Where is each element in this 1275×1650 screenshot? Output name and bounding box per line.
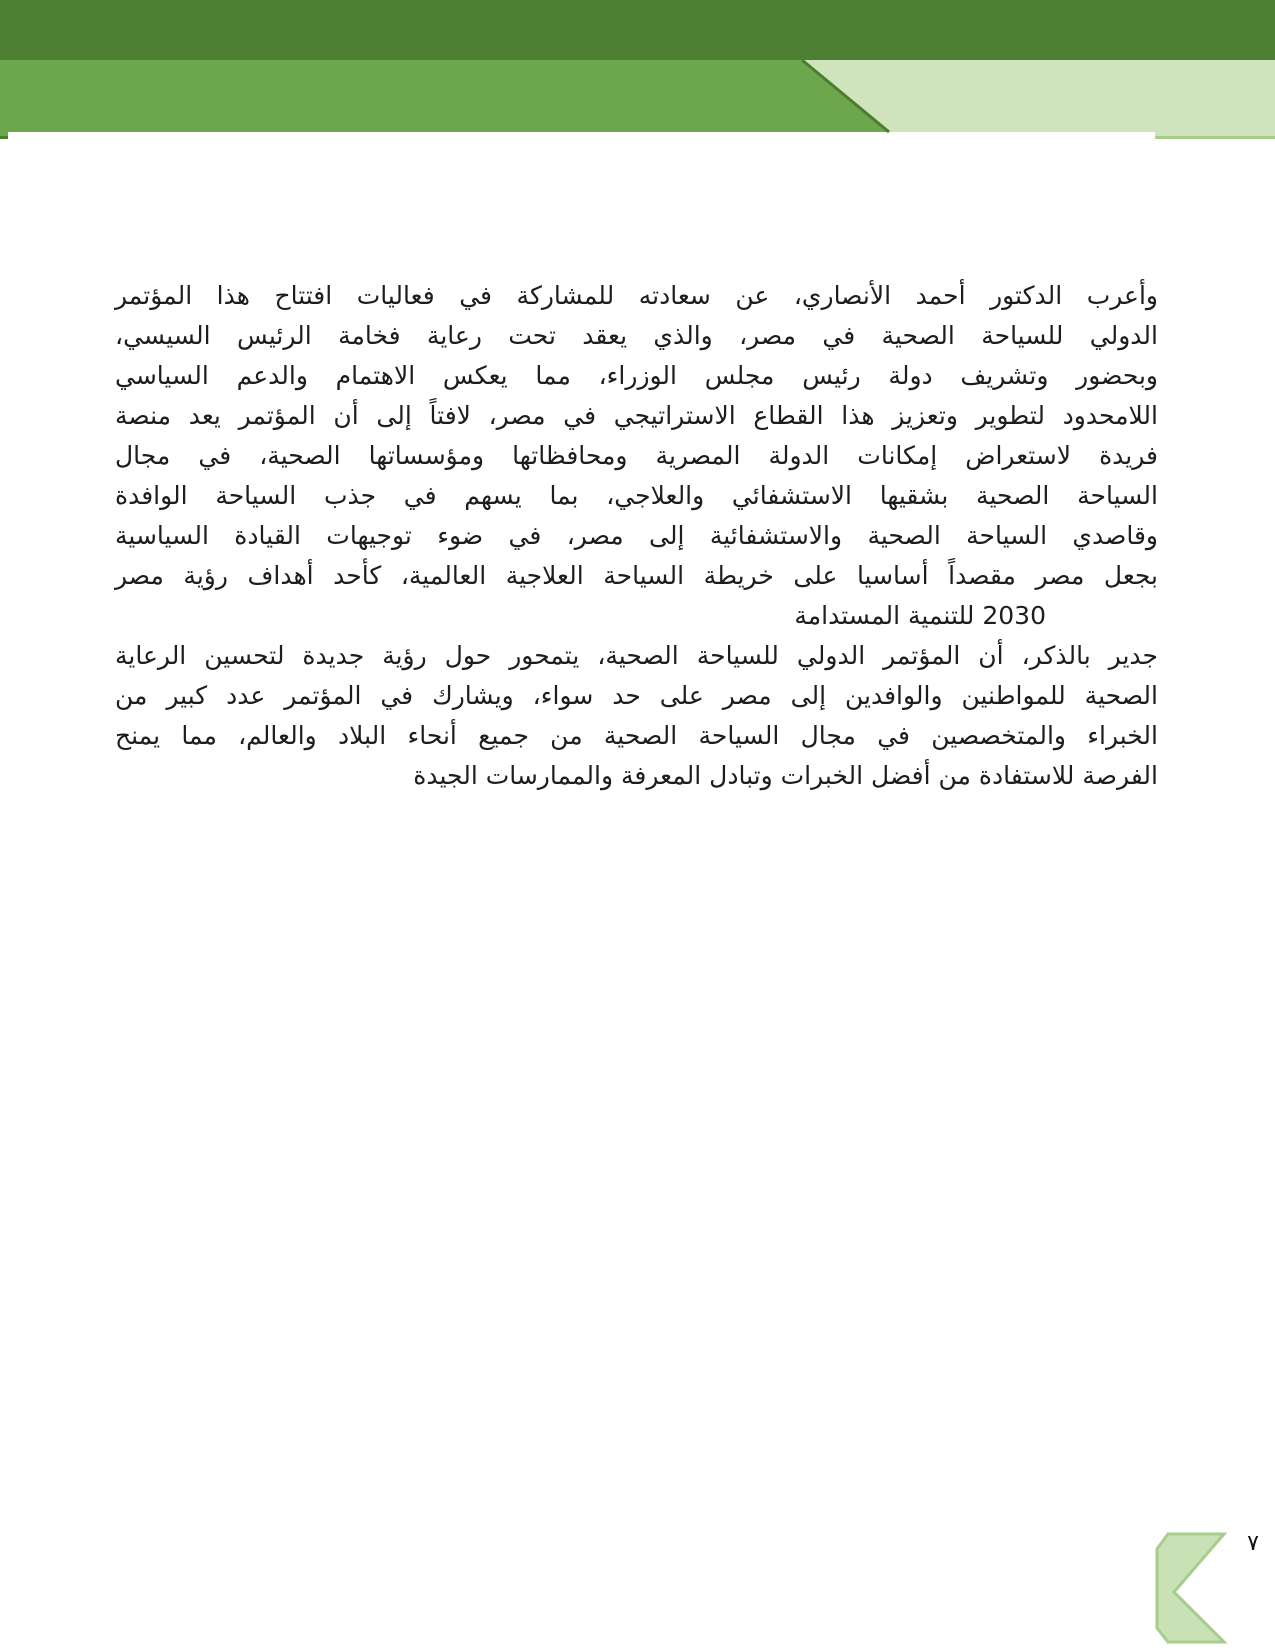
header-band-medium (0, 60, 888, 132)
text-line: جدير بالذكر، أن المؤتمر الدولي للسياحة الصحية، يتمحور حول رؤية جديدة لتحسين الرعاية (115, 641, 1158, 670)
text-line: اللامحدود لتطوير وتعزيز هذا القطاع الاستراتيجي في مصر، لافتاً إلى أن المؤتمر يعد منصة (115, 401, 1158, 430)
chevron-left-shape (1157, 1534, 1224, 1642)
header-left-sliver-edge (0, 136, 8, 139)
text-line: وأعرب الدكتور أحمد الأنصاري، عن سعادته للمشاركة في فعاليات افتتاح هذا المؤتمر (115, 281, 1158, 310)
page-number: ٧ (1247, 1531, 1259, 1556)
text-line: بجعل مصر مقصداً أساسيا على خريطة السياحة العلاجية العالمية، كأحد أهداف رؤية مصر (115, 561, 1158, 590)
text-line: فريدة لاستعراض إمكانات الدولة المصرية ومحافظاتها ومؤسساتها الصحية، في مجال (115, 441, 1158, 470)
text-line: السياحة الصحية بشقيها الاستشفائي والعلاجي، بما يسهم في جذب السياحة الوافدة (115, 481, 1158, 510)
header-band-dark (0, 0, 1275, 60)
text-line: وقاصدي السياحة الصحية والاستشفائية إلى مصر، في ضوء توجيهات القيادة السياسية (115, 521, 1158, 550)
text-line: الصحية للمواطنين والوافدين إلى مصر على حد سواء، ويشارك في المؤتمر عدد كبير من (115, 681, 1158, 710)
header-right-sliver-edge (1155, 136, 1275, 139)
text-line: الخبراء والمتخصصين في مجال السياحة الصحية من جميع أنحاء البلاد والعالم، مما يمنح (115, 721, 1158, 750)
text-line: الفرصة للاستفادة من أفضل الخبرات وتبادل المعرفة والممارسات الجيدة (413, 761, 1158, 790)
text-line: وبحضور وتشريف دولة رئيس مجلس الوزراء، مما يعكس الاهتمام والدعم السياسي (115, 361, 1158, 390)
body-text (115, 276, 1158, 796)
text-line-2030: 2030 للتنمية المستدامة (794, 601, 1046, 630)
chevron-left-icon (1150, 1526, 1234, 1650)
text-line: الدولي للسياحة الصحية في مصر، والذي يعقد تحت رعاية فخامة الرئيس السيسي، (115, 321, 1158, 350)
header-decoration (0, 0, 1275, 142)
